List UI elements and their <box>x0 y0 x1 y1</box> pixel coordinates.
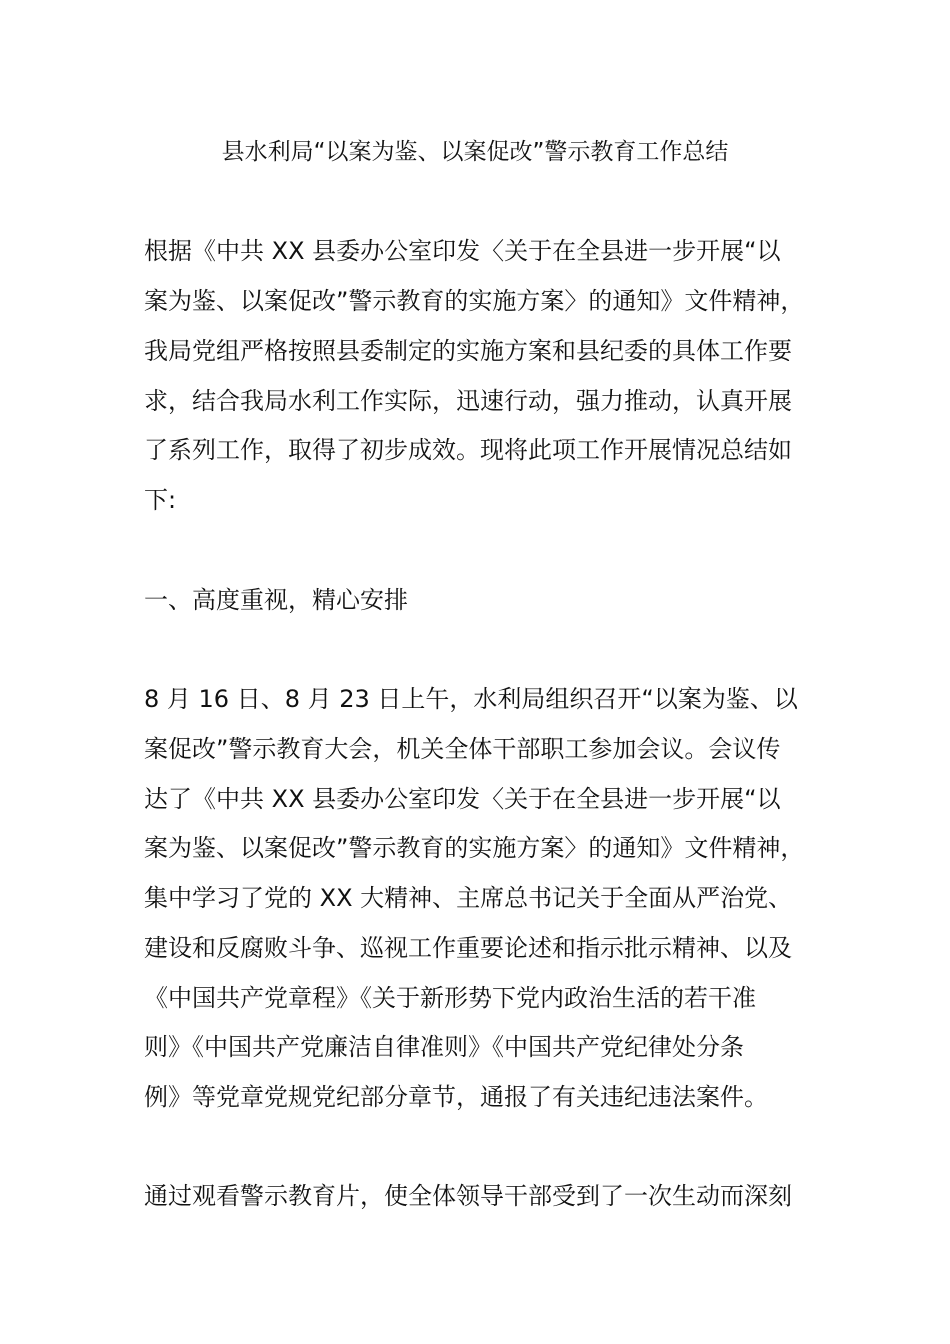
paragraph-line: 集中学习了党的 XX 大精神、主席总书记关于全面从严治党、 <box>144 884 793 912</box>
paragraph-line: 达了《中共 XX 县委办公室印发〈关于在全县进一步开展“以 <box>144 785 781 813</box>
paragraph-line: 8 月 16 日、8 月 23 日上午，水利局组织召开“以案为鉴、以 <box>144 685 798 713</box>
paragraph-line: 下: <box>144 486 177 514</box>
paragraph-line: 例》等党章党规党纪部分章节，通报了有关违纪违法案件。 <box>144 1083 768 1111</box>
paragraph-line: 通过观看警示教育片，使全体领导干部受到了一次生动而深刻 <box>144 1182 792 1210</box>
paragraph-line: 建设和反腐败斗争、巡视工作重要论述和指示批示精神、以及 <box>144 934 792 962</box>
paragraph-line: 案为鉴、以案促改”警示教育的实施方案〉的通知》文件精神， <box>144 287 805 315</box>
paragraph-line: 了系列工作，取得了初步成效。现将此项工作开展情况总结如 <box>144 436 792 464</box>
document-title: 县水利局“以案为鉴、以案促改”警示教育工作总结 <box>221 139 729 165</box>
paragraph-line: 我局党组严格按照县委制定的实施方案和县纪委的具体工作要 <box>144 337 792 365</box>
paragraph-line: 案促改”警示教育大会，机关全体干部职工参加会议。会议传 <box>144 735 781 763</box>
paragraph-line: 根据《中共 XX 县委办公室印发〈关于在全县进一步开展“以 <box>144 237 781 265</box>
paragraph-line: 案为鉴、以案促改”警示教育的实施方案〉的通知》文件精神， <box>144 834 805 862</box>
section-heading: 一、高度重视，精心安排 <box>144 586 408 614</box>
paragraph-line: 则》《中国共产党廉洁自律准则》《中国共产党纪律处分条 <box>144 1033 744 1061</box>
paragraph-line: 《中国共产党章程》《关于新形势下党内政治生活的若干准 <box>144 984 756 1012</box>
paragraph-line: 求，结合我局水利工作实际，迅速行动，强力推动，认真开展 <box>144 387 792 415</box>
